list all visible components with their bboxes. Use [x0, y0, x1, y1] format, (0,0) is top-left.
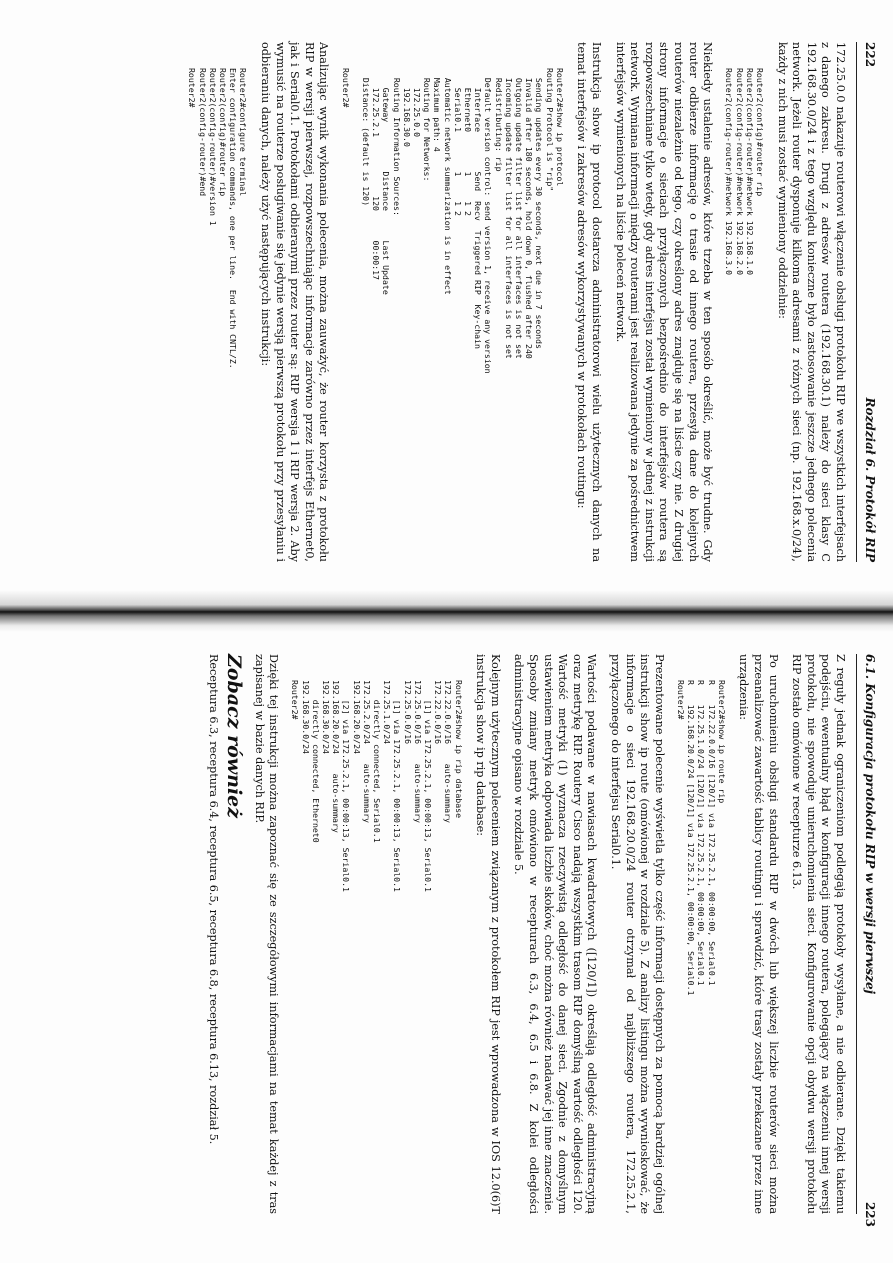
paragraph: Kolejnym użytecznym poleceniem związanym z protokołem RIP jest wprowadzona w IOS 12.0(6)T instrukcja show ip rip database:	[474, 654, 502, 1214]
see-also-text: Receptura 6.3, receptura 6.4, receptura 6.5, receptura 6.8, receptura 6.13, rozdział 5.	[207, 654, 221, 1145]
paragraph: Analizując wynik wykonania polecenia, można zauważyć, że router korzysta z protokołu RIP w wersji pierwszej, rozpowszechniając informacje zarówno przez interfejs Ethernet0, jak i Serial0.1. Protokołami odbieranymi przez router są: RIP wersja 1 i RIP wersja 2. Aby wymusić na routerze posługiwanie się jedynie wersją pierwszą protokołu przy przesyłaniu i odbieraniu danych, należy użyć następujących instrukcji:	[259, 42, 331, 562]
section-heading: Zobacz również	[223, 654, 246, 819]
header-rule	[856, 42, 857, 562]
paragraph: 172.25.0.0 nakazuje routerowi włączenie obsługi protokołu RIP we wszystkich interfejsach z danego zakresu. Drugi z adresów routera (192.168.30.1) należy do sieci klasy C 192.168.30.0/24 i z tego względu konieczne było zastosowanie jeszcze jednego polecenia network. Jeżeli router dysponuje kilkoma adresami z różnych sieci (np. 192.168.x.0/24), każdy z nich musi zostać wymieniony oddzielnie:	[775, 42, 847, 562]
page-body	[177, 42, 847, 562]
chapter-header: Rozdział 6. Protokół RIP	[863, 397, 877, 562]
paragraph: Dzięki tej instrukcji można zapoznać się ze szczegółowymi informacjami na temat każdej z tras zapisanej w bazie danych RIP.	[252, 654, 281, 1214]
page-number: 222	[863, 42, 877, 68]
page-body	[197, 654, 847, 1214]
page-number: 223	[863, 1201, 877, 1227]
paragraph: Prezentowane polecenie wyświetla tylko część informacji dostępnych za pomocą bardziej ogólnej instrukcji show ip route (omówionej w rozdziale 5). Z analizy listingu można wywnioskować, że informacje o sieci 192.168.20.0/24 router otrzymał od najbliższego routera, 172.25.2.1, przyłączonego do interfejsu Serial0.1.	[609, 654, 666, 1214]
book-spine-shadow	[0, 590, 893, 632]
paragraph: Niekiedy ustalenie adresów, które trzeba w ten sposób określić, może być trudne. Gdy router odbierze informację o trasie od innego routera, przesyła dane do kolejnych routerów niezależnie od tego, czy określony adres znajduje się na liście czy nie. Z drugiej strony informacje o sieciach przyłączonych bezpośrednio do interfejsów routera są rozpowszechniane tylko wtedy, gdy adres interfejsu został wymieniony w jednej z instrukcji network. Wymiana informacji między routerami jest realizowana jedynie za pośrednictwem interfejsów wymienionych na liście poleceń network.	[613, 42, 715, 562]
header-rule	[856, 654, 857, 1214]
left-page	[0, 0, 893, 590]
code-listing: Router2#show ip protocol Routing Protocol is "rip" Sending updates every 30 seconds, next due in 7 seconds Invalid after 180 seconds, hold down 0, flushed after 240 Outgoing update filter list for all interfaces is not set Incoming update filter list for all interfaces is not set Redistributing: rip Default version control: send version 1, receive any version Interface Send Recv Triggered RIP Key-chain Ethernet0 1 1 2 Serial0.1 1 1 2 Automatic network summarization is in effect Maximum path: 4 Routing for Networks: 172.25.0.0 192.168.30.0 Routing Information Sources: Gateway Distance Last Update 172.25.2.1 120 00:00:17 Distance: (default is 120) Router2#	[340, 68, 565, 374]
right-page	[0, 630, 893, 1263]
paragraph: Z reguły jednak ograniczeniom podlegają protokoły wysyłane, a nie odbierane. Dzięki takiemu podejściu, ewentualny błąd w konfiguracji innego routera, polegający na włączeniu innej wersji protokołu, nie spowoduje unieruchomienia sieci. Konfigurowanie opcji obydwu wersji protokołu RIP zostało omówione w recepturze 6.13.	[790, 654, 847, 1214]
paragraph: Po uruchomieniu obsługi standardu RIP w dwóch lub większej liczbie routerów sieci można przeanalizować zawartość tablicy routingu i sprawdzić, które trasy zostały przekazane przez inne urządzenia:	[737, 654, 780, 1214]
code-listing: Router2#configure terminal Enter configuration commands, one per line. End with CNTL/Z. Router2(config)#router rip Router2(config-router)#version 1 Router2(config-router)#end Router2#	[187, 68, 249, 369]
paragraph: Wartości podawane w nawiasach kwadratowych ([120/1]) określają odległość administracyjną oraz metrykę RIP. Routery Cisco nadają wszystkim trasom RIP domyślną wartość odległości 120. Wartość metryki (1) wyznacza rzeczywistą odległość do danej sieci. Zgodnie z domyślnym ustawieniem metryka odpowiada liczbie skoków, choć można również nadawać jej inne znaczenie. Sposoby zmiany metryk omówiono w recepturach 6.3, 6.4, 6.5 i 6.8. Z kolei odległości administracyjne opisano w rozdziale 5.	[512, 654, 599, 1214]
chapter-header: 6.1. Konfiguracja protokołu RIP w wersji pierwszej	[863, 654, 877, 994]
code-listing: Router2#show ip rip database 172.22.0.0/16 auto-summary 172.22.0.0/16 [1] via 172.25.2.1, 00:00:13, Serial0.1 172.25.0.0/16 auto-summary 172.25.0.0/16 [1] via 172.25.2.1, 00:00:13, Serial0.1 172.25.1.0/24 directly connected, Serial0.1 172.25.2.0/24 auto-summary 192.168.20.0/24 [2] via 172.25.2.1, 00:00:13, Serial0.1 192.168.20.0/24 auto-summary 192.168.30.0/24 directly connected, Ethernet0 192.168.30.0/24 Router2#	[290, 680, 464, 892]
paragraph: Instrukcja show ip protocol dostarcza administratorowi wielu użytecznych danych na temat interfejsów i zakresów adresów wykorzystywanych w protokołach routingu:	[575, 42, 604, 562]
code-listing: Router2#show ip route rip R 172.22.0.0/16 [120/1] via 172.25.2.1, 00:00:00, Serial0.1 R 172.25.1.0/24 [120/1] via 172.25.2.1, 00:00:00, Serial0.1 R 192.168.20.0/24 [120/1] via 172.25.2.1, 00:00:00, Serial0.1 Router2#	[676, 680, 727, 996]
code-listing: Router2(config)#router rip Router2(config-router)#network 192.168.1.0 Router2(config-router)#network 192.168.2.0 Router2(config-router)#network 192.168.3.0	[724, 68, 766, 276]
